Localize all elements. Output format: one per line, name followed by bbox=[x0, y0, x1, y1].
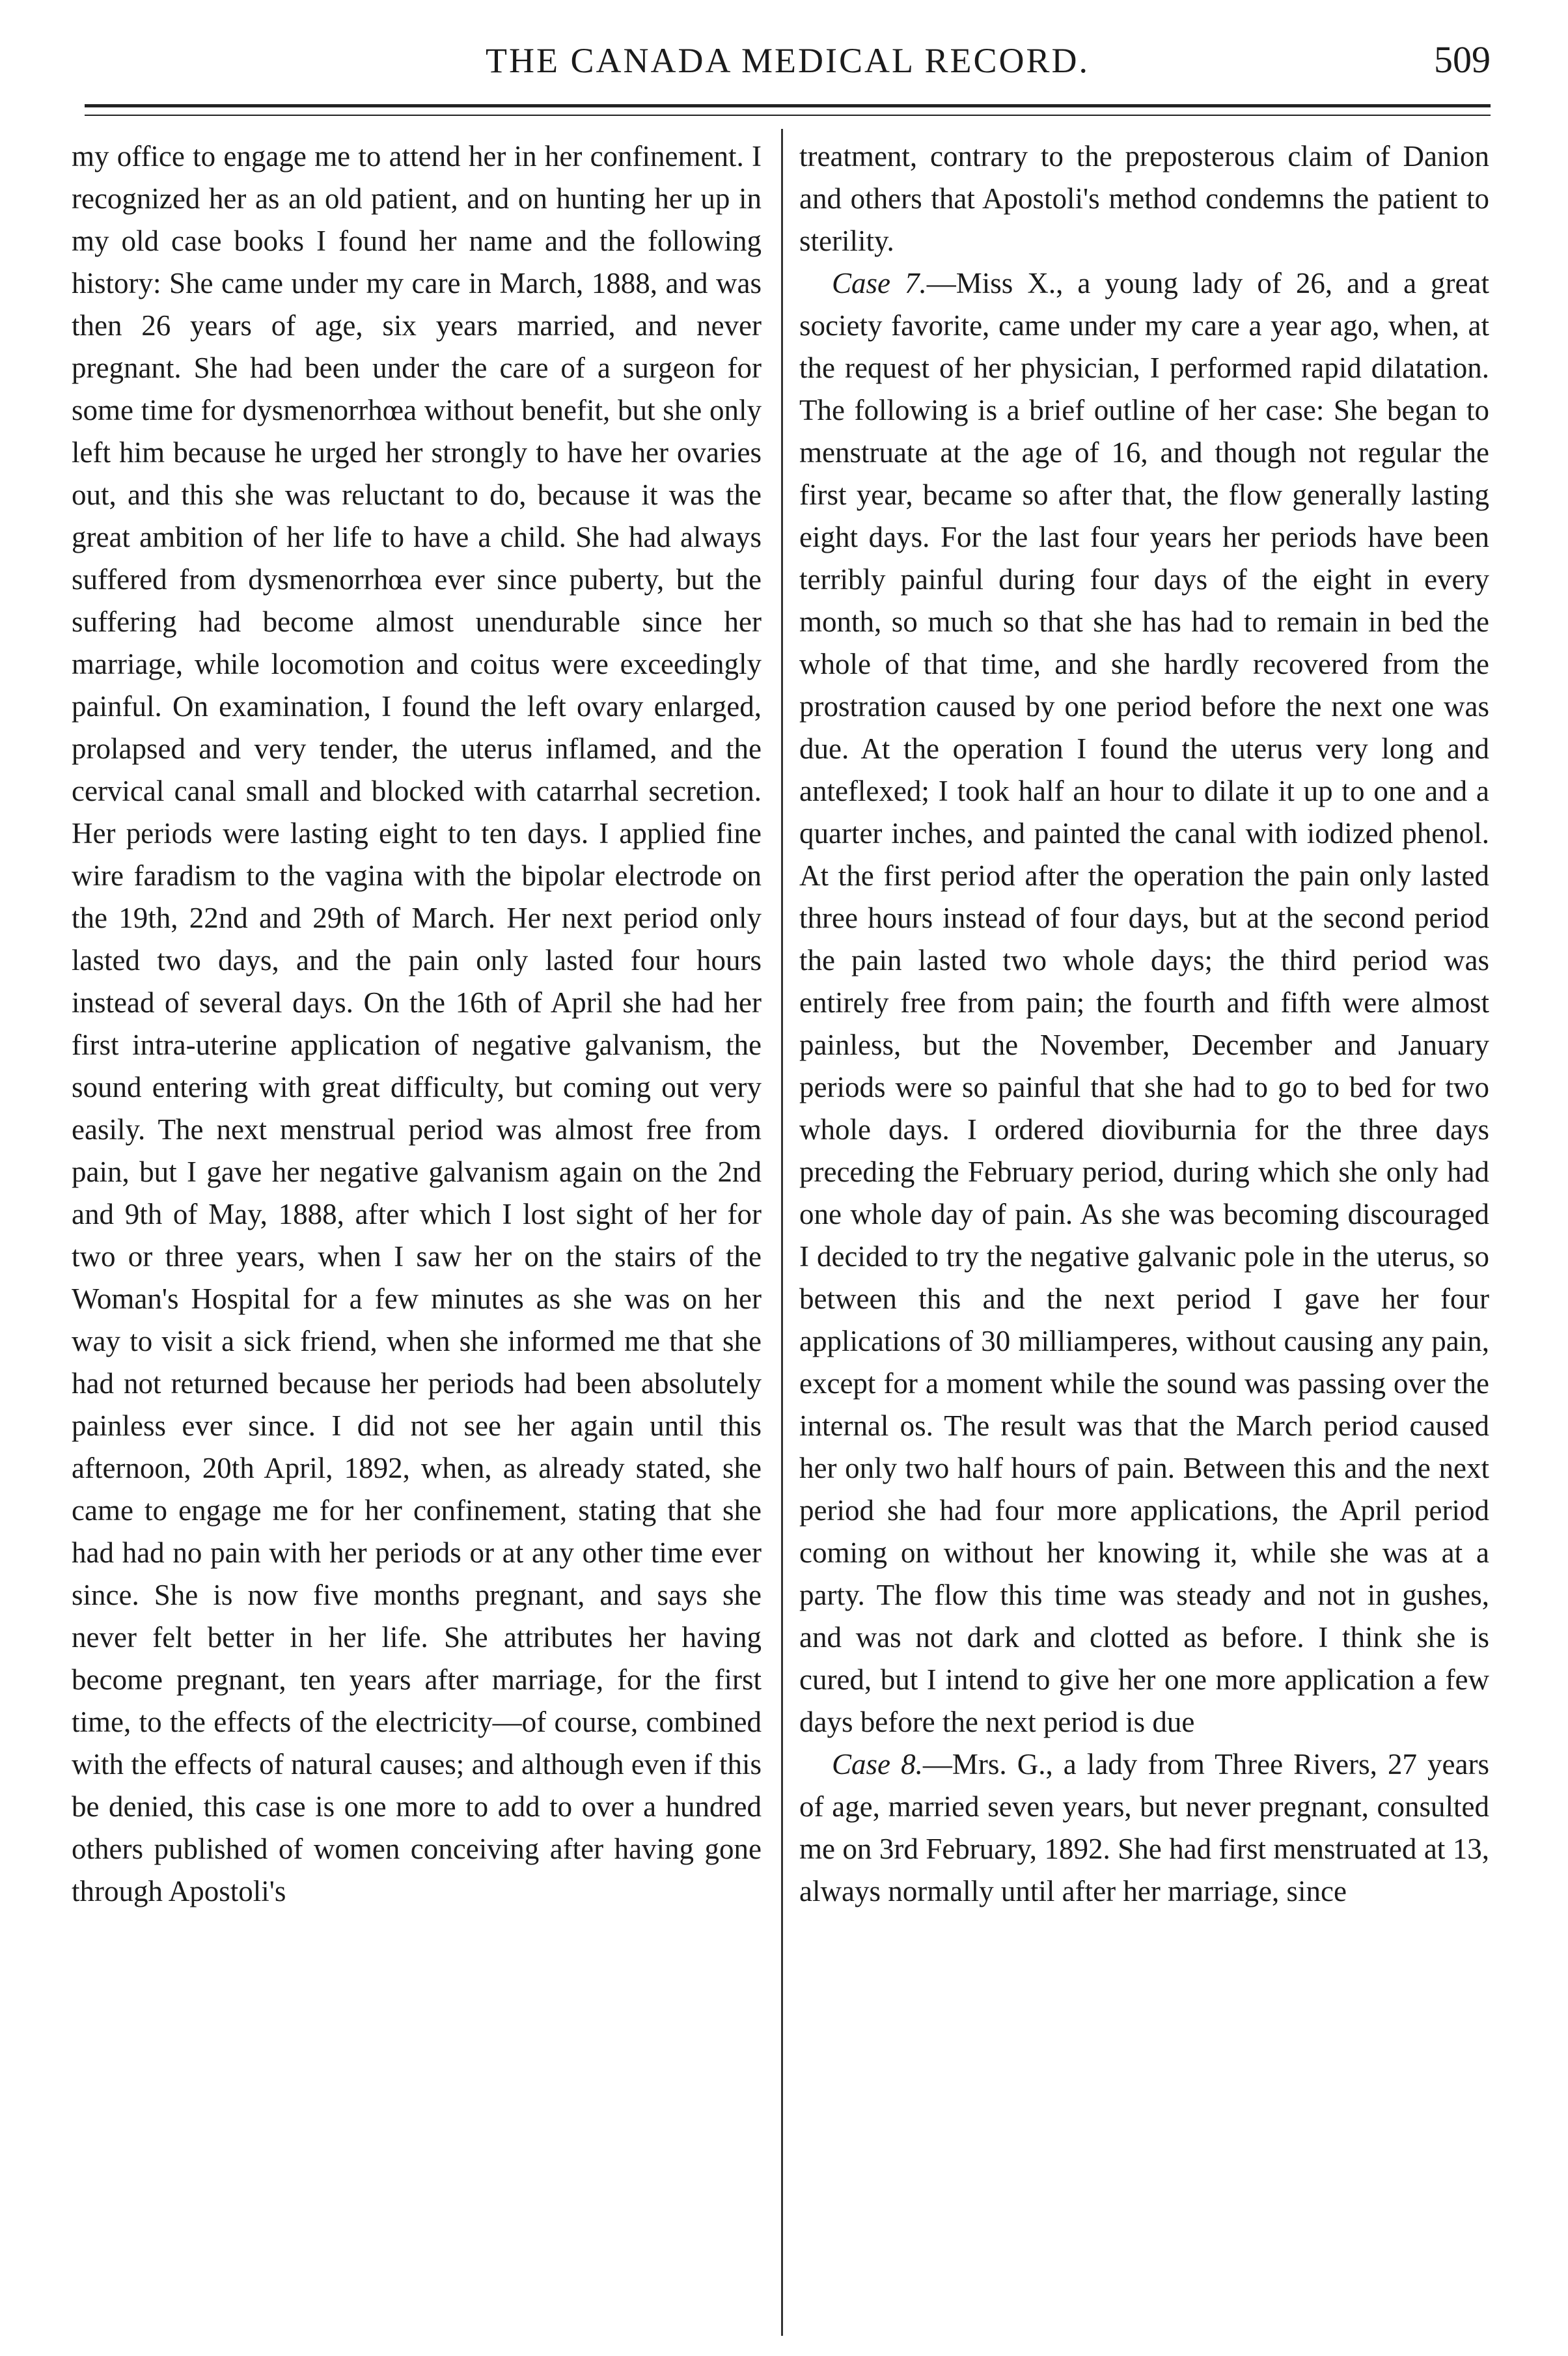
right-column bbox=[799, 135, 1489, 1913]
case-7-text: —Miss X., a young lady of 26, and a great society favorite, came under my care a year ago, when, at the request of her physician, I performed rapid dilatation. The following is a brief outline of her case: She began to menstruate at the age of 16, and though not regular the first year, became so after that, the flow generally lasting eight days. For the last four years her periods have been terribly painful during four days of the eight in every month, so much so that she has had to remain in bed the whole of that time, and she hardly recovered from the prostration caused by one period before the next one was due. At the operation I found the uterus very long and anteflexed; I took half an hour to dilate it up to one and a quarter inches, and painted the canal with iodized phenol. At the first period after the operation the pain only lasted three hours instead of four days, but at the second period the pain lasted two whole days; the third period was entirely free from pain; the fourth and fifth were almost painless, but the November, December and January periods were so painful that she had to go to bed for two whole days. I ordered dioviburnia for the three days preceding the February period, during which she only had one whole day of pain. As she was becoming discouraged I decided to try the negative galvanic pole in the uterus, so between this and the next period I gave her four applications of 30 milliamperes, without causing any pain, except for a moment while the sound was passing over the internal os. The result was that the March period caused her only two half hours of pain. Between this and the next period she had four more applications, the April period coming on without her knowing it, while she was at a party. The flow this time was steady and not in gushes, and was not dark and clotted as before. I think she is cured, but I intend to give her one more application a few days before the next period is due bbox=[799, 267, 1489, 1738]
case-7-label: Case 7. bbox=[832, 267, 927, 299]
case-7-paragraph bbox=[799, 262, 1489, 1743]
case-8-paragraph bbox=[799, 1743, 1489, 1913]
journal-title: THE CANADA MEDICAL RECORD. bbox=[486, 41, 1090, 80]
running-header bbox=[72, 40, 1504, 92]
column-divider bbox=[781, 129, 783, 2336]
header-rule-thick bbox=[85, 104, 1491, 107]
page-number: 509 bbox=[1434, 38, 1491, 81]
case-8-label: Case 8. bbox=[832, 1748, 923, 1781]
right-paragraph-continuation: treatment, contrary to the preposterous claim of Danion and others that Apostoli's method condemns the patient to sterility. bbox=[799, 140, 1489, 257]
left-paragraph: my office to engage me to attend her in her confinement. I recognized her as an old patient, and on hunting her up in my old case books I found her name and the following history: She came under my care in March, 1888, and was then 26 years of age, six years married, and never pregnant. She had been under the care of a surgeon for some time for dysmenorrhœa without benefit, but she only left him because he urged her strongly to have her ovaries out, and this she was reluctant to do, because it was the great ambition of her life to have a child. She had always suffered from dysmenorrhœa ever since puberty, but the suffering had become almost unendurable since her marriage, while locomotion and coitus were exceedingly painful. On examination, I found the left ovary enlarged, prolapsed and very tender, the uterus inflamed, and the cervical canal small and blocked with catarrhal secretion. Her periods were lasting eight to ten days. I applied fine wire faradism to the vagina with the bipolar electrode on the 19th, 22nd and 29th of March. Her next period only lasted two days, and the pain only lasted four hours instead of several days. On the 16th of April she had her first intra-uterine application of negative galvanism, the sound entering with great difficulty, but coming out very easily. The next menstrual period was almost free from pain, but I gave her negative galvanism again on the 2nd and 9th of May, 1888, after which I lost sight of her for two or three years, when I saw her on the stairs of the Woman's Hospital for a few minutes as she was on her way to visit a sick friend, when she informed me that she had not returned because her periods had been absolutely painless ever since. I did not see her again until this afternoon, 20th April, 1892, when, as already stated, she came to engage me for her confinement, stating that she had had no pain with her periods or at any other time ever since. She is now five months pregnant, and says she never felt better in her life. She attributes her having become pregnant, ten years after marriage, for the first time, to the effects of the electricity—of course, combined with the effects of natural causes; and although even if this be denied, this case is one more to add to over a hundred others published of women conceiving after having gone through Apostoli's bbox=[72, 140, 762, 1907]
left-column bbox=[72, 135, 762, 1913]
case-8-text: —Mrs. G., a lady from Three Rivers, 27 years of age, married seven years, but never pregnant, consulted me on 3rd February, 1892. She had first menstruated at 13, always normally until after her marriage, since bbox=[799, 1748, 1490, 1907]
header-rule-thin bbox=[85, 115, 1491, 116]
